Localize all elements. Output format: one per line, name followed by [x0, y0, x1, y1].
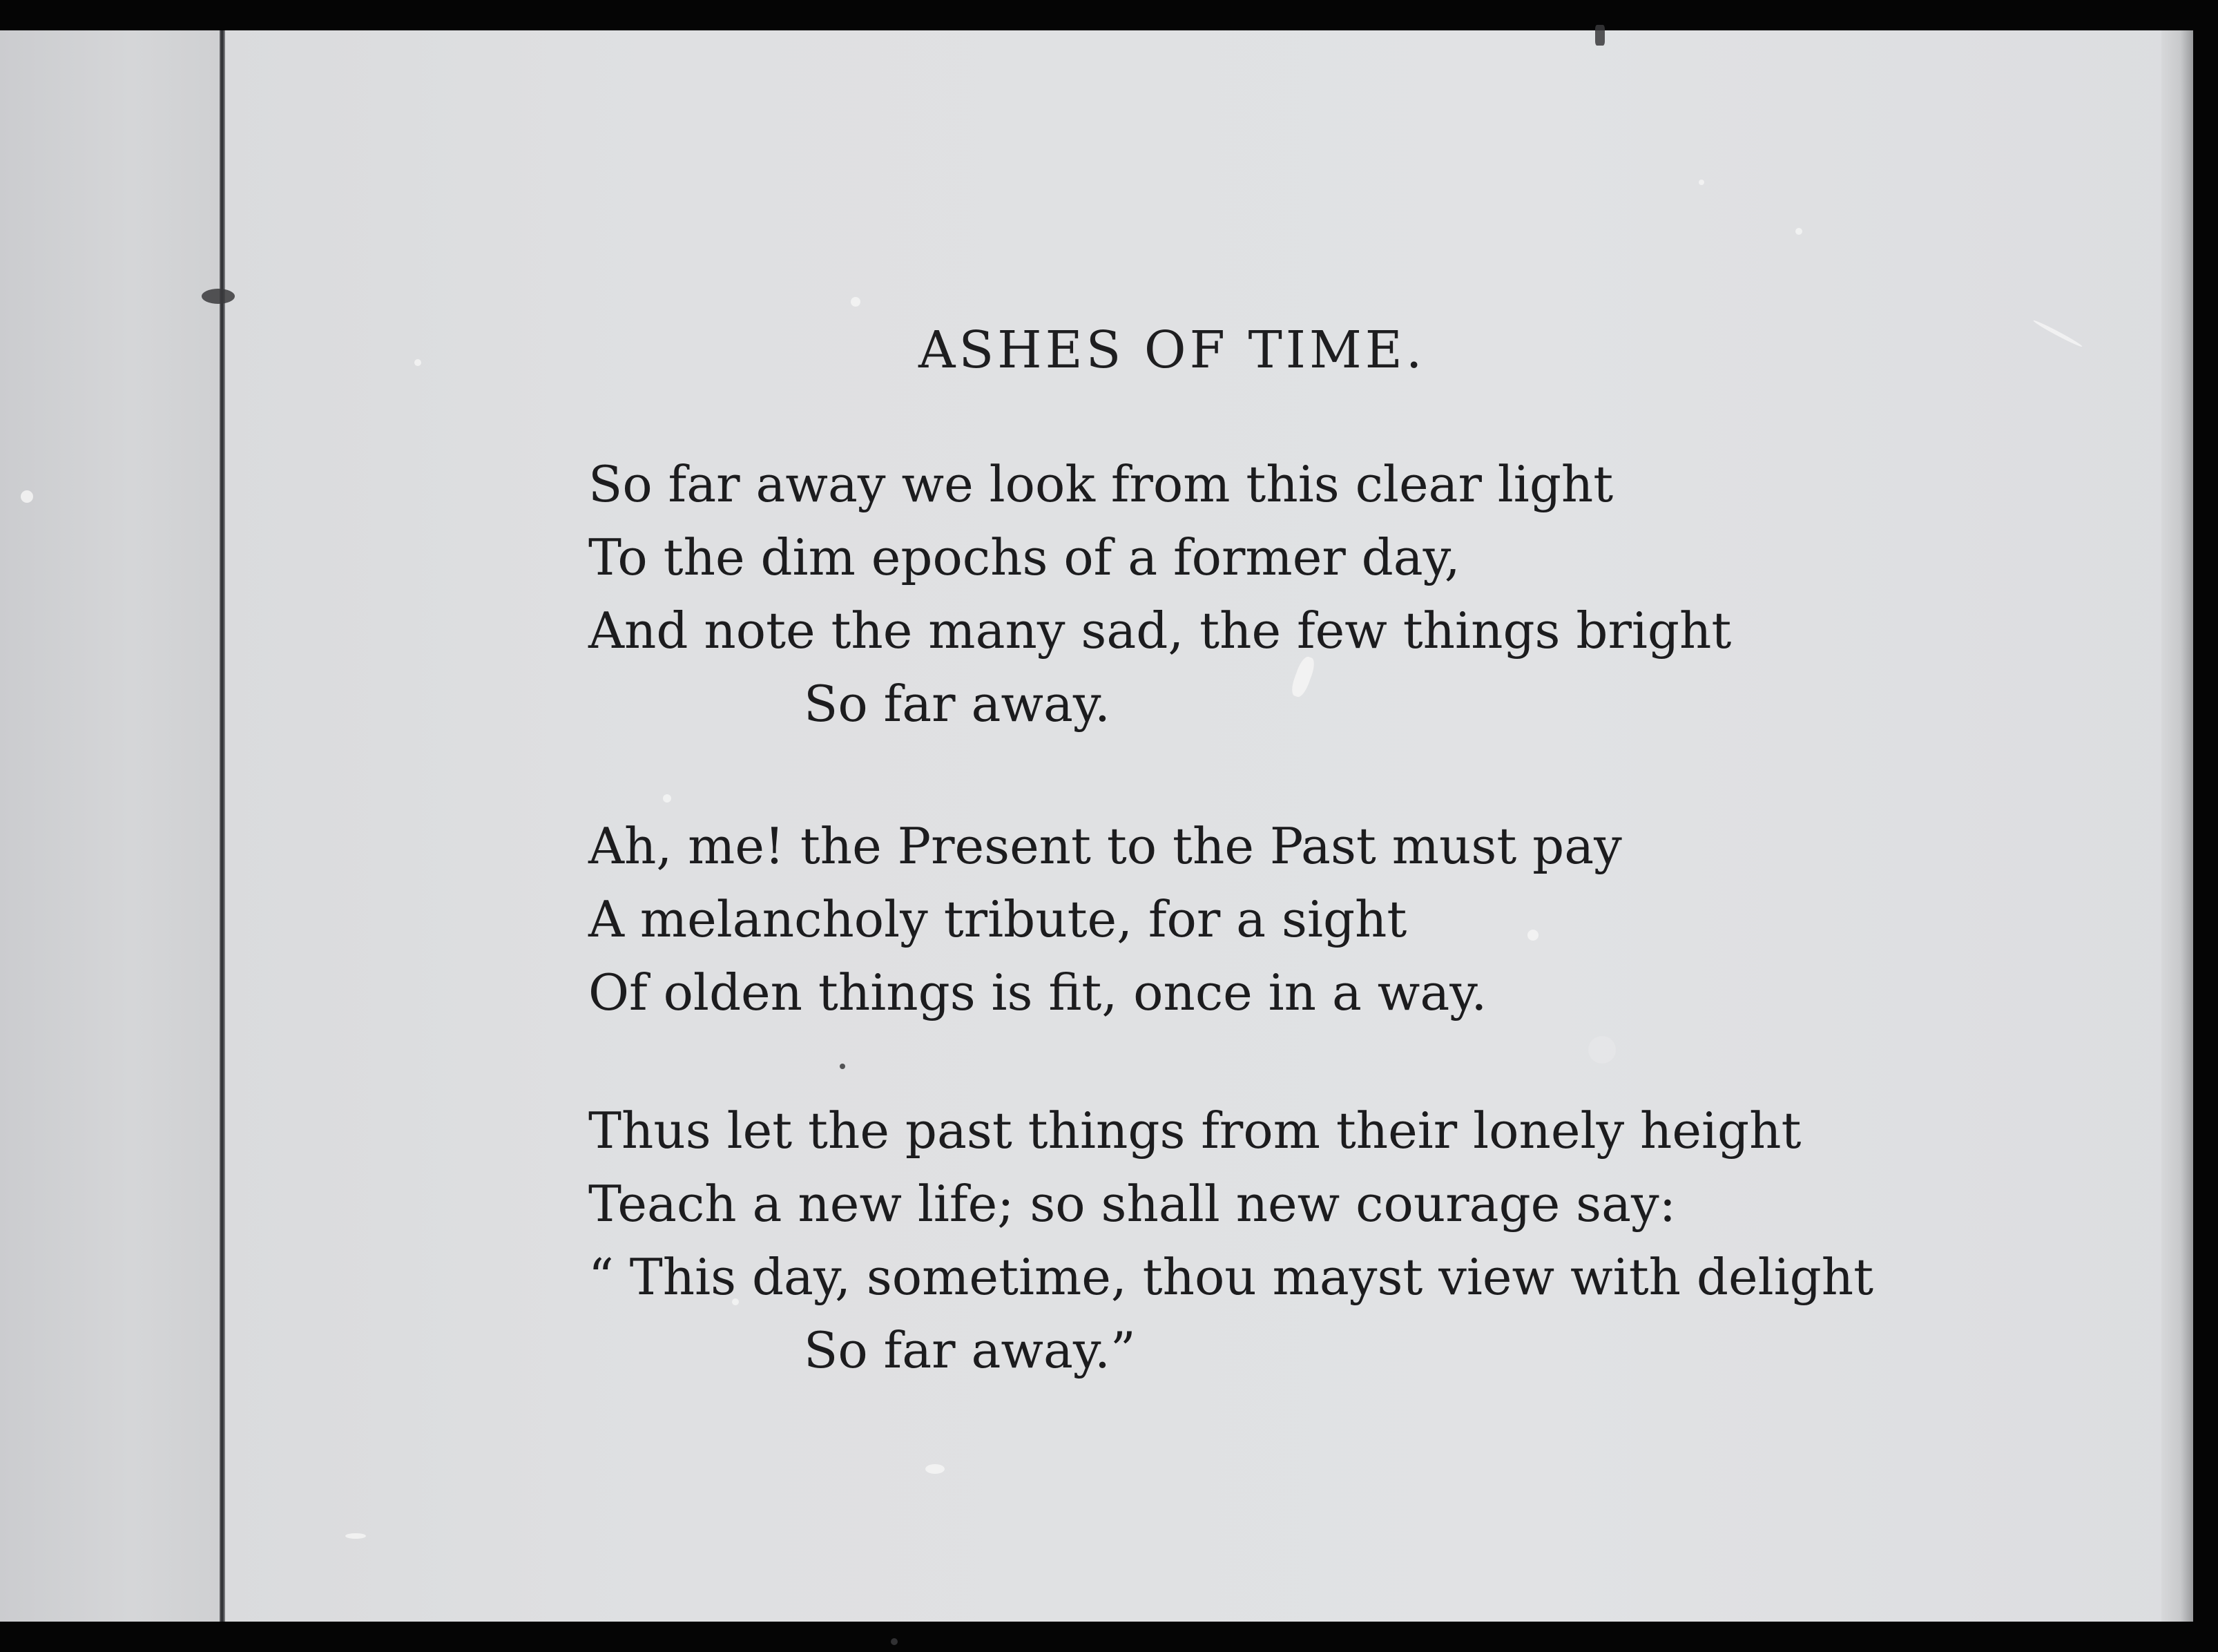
poem-line: And note the many sad, the few things bright [588, 602, 1732, 660]
stanza-2 [588, 809, 1622, 1029]
poem-line: Of olden things is fit, once in a way. [588, 963, 1487, 1021]
page-gutter [220, 30, 225, 1622]
poem-title: ASHES OF TIME. [918, 320, 1426, 380]
poem-line: A melancholy tribute, for a sight [588, 890, 1407, 948]
facing-page-edge [0, 30, 220, 1622]
poem-line: Thus let the past things from their lonely height [588, 1102, 1802, 1160]
poem-line: To the dim epochs of a former day, [588, 528, 1460, 586]
poem-line: Ah, me! the Present to the Past must pay [588, 817, 1622, 875]
poem-refrain-line: So far away.” [804, 1321, 1136, 1379]
poem-line: Teach a new life; so shall new courage say: [588, 1175, 1676, 1233]
stanza-3 [588, 1094, 1873, 1387]
page-right-edge [2161, 30, 2193, 1622]
stanza-1 [588, 448, 1731, 740]
poem-line: “ This day, sometime, thou mayst view with delight [588, 1248, 1874, 1306]
poem-line: So far away we look from this clear light [588, 455, 1614, 513]
poem-refrain-line: So far away. [804, 675, 1110, 733]
